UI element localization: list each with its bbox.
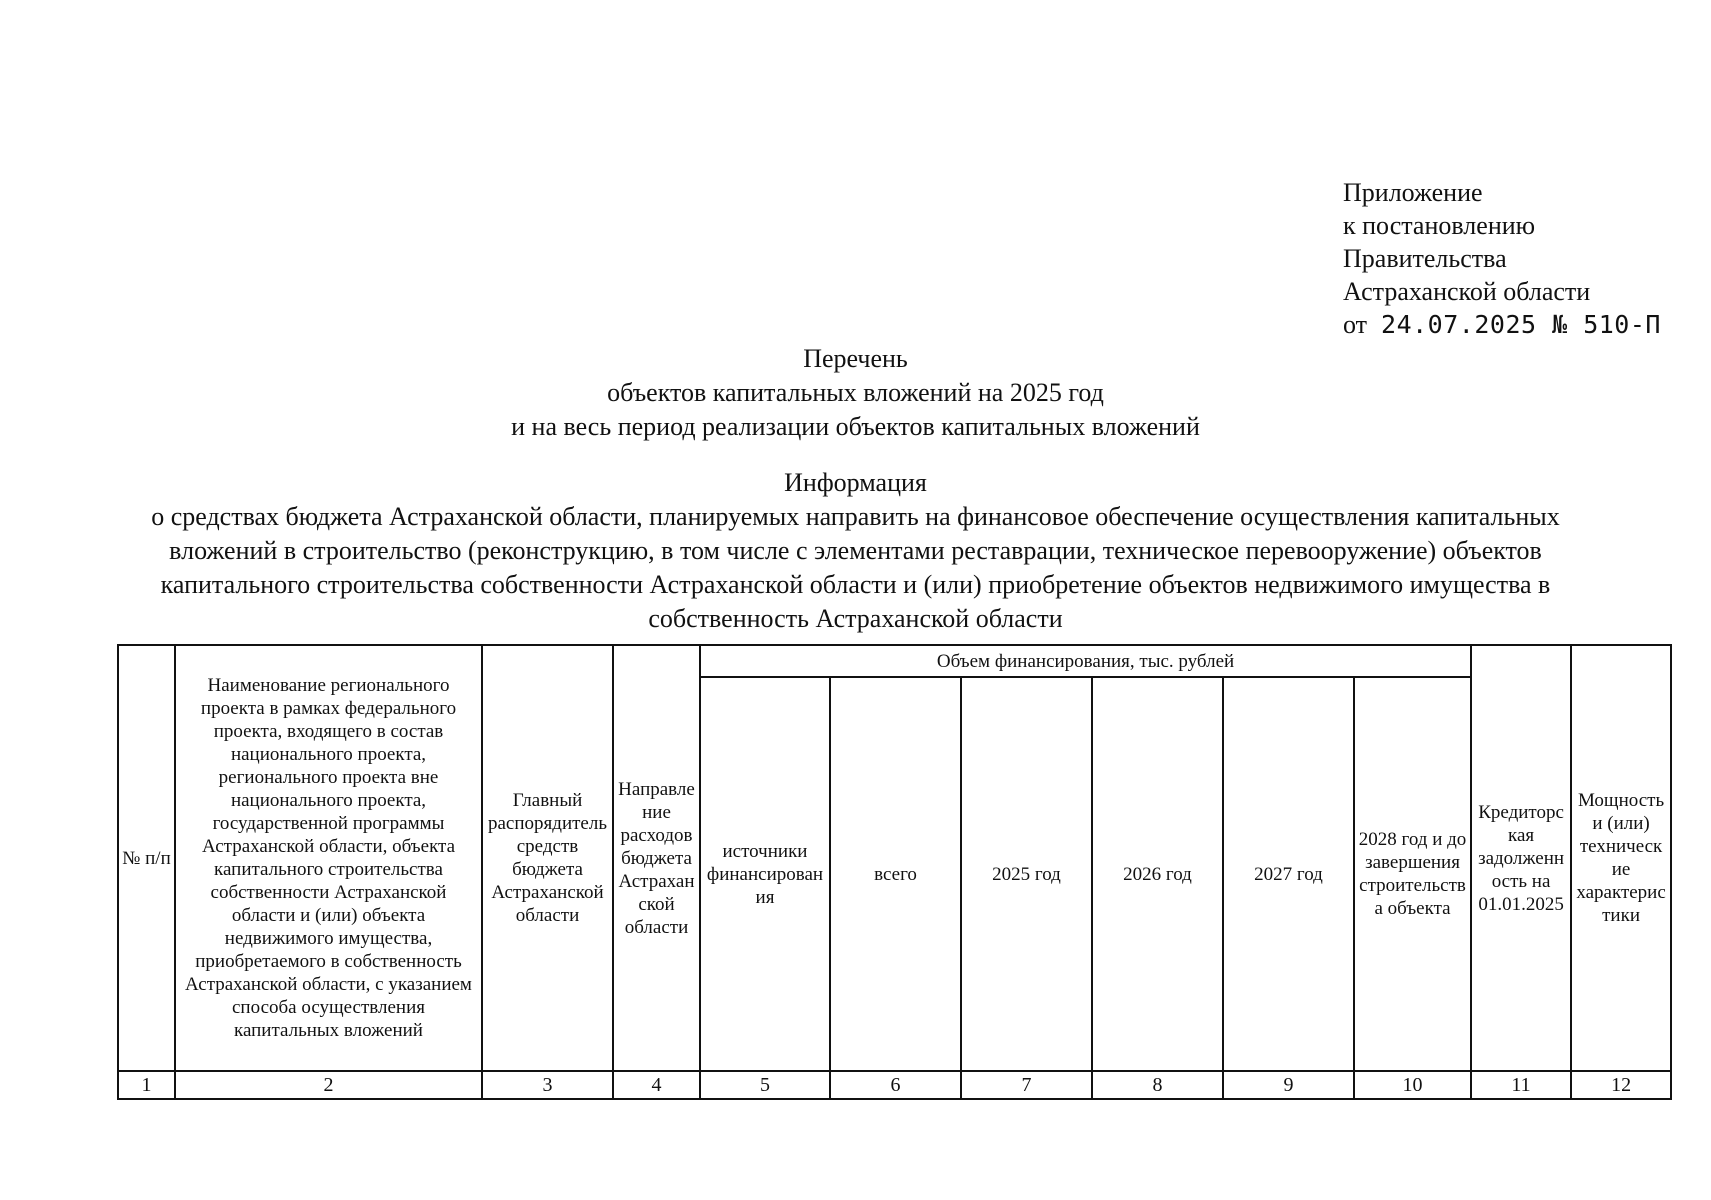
column-number: 11 — [1471, 1071, 1571, 1099]
subtitle-description: о средствах бюджета Астраханской области, планируемых направить на финансовое обеспечение осуществления капитальных вложений в строительство (реконструкцию, в том числе с элементами реставрации, техническое перевооружение) объектов капитального строительства собственности Астраханской области и (или) приобретение объектов недвижимого имущества в собственность Астраханской области — [151, 502, 1560, 633]
header-2025: 2025 год — [961, 677, 1092, 1071]
table-column-numbers-row — [118, 1071, 1671, 1099]
header-total: всего — [830, 677, 961, 1071]
header-no: № п/п — [118, 645, 175, 1071]
appendix-line-3: Правительства — [1343, 244, 1507, 273]
header-funding-group: Объем финансирования, тыс. рублей — [700, 645, 1471, 677]
header-debt: Кредиторская задолженность на 01.01.2025 — [1471, 645, 1571, 1071]
appendix-date-number — [1343, 308, 1661, 341]
document-subtitle — [0, 466, 1711, 636]
header-2026: 2026 год — [1092, 677, 1223, 1071]
appendix-date-stamp: 24.07.2025 № 510-П — [1381, 310, 1661, 339]
capital-investments-table — [117, 644, 1672, 1100]
header-direction: Направление расходов бюджета Астраханской области — [613, 645, 700, 1071]
column-number: 5 — [700, 1071, 830, 1099]
column-number: 7 — [961, 1071, 1092, 1099]
column-number: 10 — [1354, 1071, 1471, 1099]
column-number: 12 — [1571, 1071, 1671, 1099]
column-number: 2 — [175, 1071, 482, 1099]
appendix-line-1: Приложение — [1343, 178, 1483, 207]
appendix-date-prefix: от — [1343, 310, 1368, 339]
title-line-2: объектов капитальных вложений на 2025 год — [607, 378, 1104, 407]
subtitle-heading: Информация — [784, 468, 927, 497]
title-line-3: и на весь период реализации объектов капитальных вложений — [511, 412, 1200, 441]
column-number: 3 — [482, 1071, 613, 1099]
appendix-line-2: к постановлению — [1343, 211, 1536, 240]
column-number: 9 — [1223, 1071, 1354, 1099]
column-number: 4 — [613, 1071, 700, 1099]
header-2028: 2028 год и до завершения строительства объекта — [1354, 677, 1471, 1071]
header-name: Наименование регионального проекта в рамках федерального проекта, входящего в состав национального проекта, регионального проекта вне национального проекта, государственной программы Астраханской области, объекта капитального строительства собственности Астраханской области и (или) объекта недвижимого имущества, приобретаемого в собственность Астраханской области, с указанием способа осуществления капитальных вложений — [175, 645, 482, 1071]
column-number: 8 — [1092, 1071, 1223, 1099]
table-header-row-1 — [118, 645, 1671, 677]
title-line-1: Перечень — [803, 344, 908, 373]
document-title — [0, 342, 1711, 444]
header-2027: 2027 год — [1223, 677, 1354, 1071]
column-number: 1 — [118, 1071, 175, 1099]
header-capacity: Мощность и (или) технические характеристики — [1571, 645, 1671, 1071]
appendix-line-4: Астраханской области — [1343, 277, 1591, 306]
appendix-block — [1343, 176, 1661, 341]
header-sources: источники финансирования — [700, 677, 830, 1071]
header-manager: Главный распорядитель средств бюджета Астраханской области — [482, 645, 613, 1071]
column-number: 6 — [830, 1071, 961, 1099]
